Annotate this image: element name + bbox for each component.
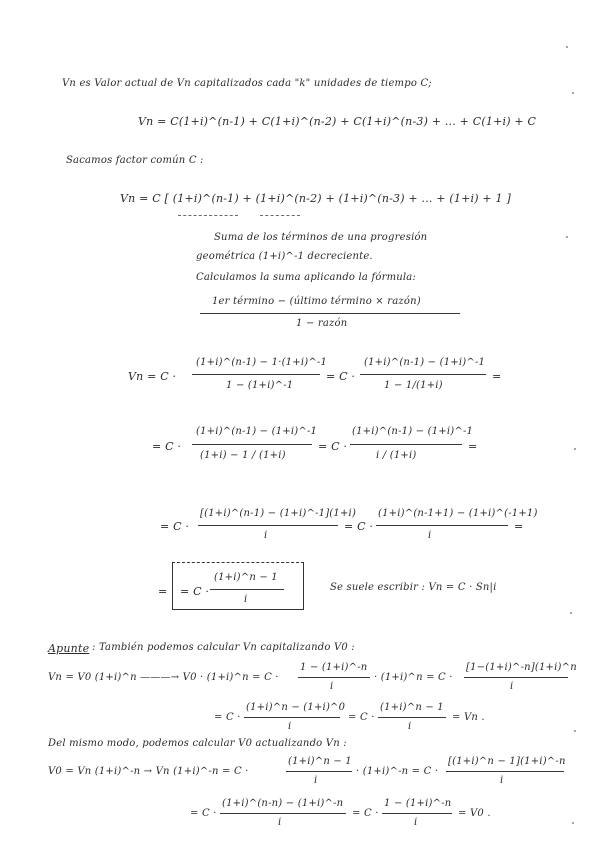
fraction-bar: [286, 771, 352, 772]
apunte-line-2-left: = C ·: [214, 712, 241, 723]
eq1-denominator: 1 − (1+i)^-1: [226, 380, 294, 391]
eq1-mid: = C ·: [326, 370, 356, 383]
note-formula-numerator: 1er término − (último término × razón): [212, 296, 421, 307]
apunte-line-1-num2: [1−(1+i)^-n](1+i)^n: [466, 662, 577, 673]
scan-speck: [566, 236, 568, 238]
scan-speck: [574, 730, 576, 732]
eq4-fraction-bar: [210, 589, 284, 590]
apunte-line-5-num: (1+i)^(n-n) − (1+i)^-n: [222, 798, 344, 809]
eq4-left: = C ·: [180, 585, 210, 598]
sum-equation: Vn = C(1+i)^(n-1) + C(1+i)^(n-2) + C(1+i)^(n-3) + ... + C(1+i) + C: [138, 115, 537, 128]
intro-line: Vn es Valor actual de Vn capitalizados cada "k" unidades de tiempo C;: [62, 78, 432, 89]
fraction-bar: [378, 717, 446, 718]
apunte-line-3: Del mismo modo, podemos calcular V0 actualizando Vn :: [48, 738, 347, 749]
apunte-line-5-den: i: [278, 817, 282, 828]
eq2-numerator: (1+i)^(n-1) − (1+i)^-1: [196, 426, 318, 437]
apunte-line-4-rest: · (1+i)^-n = C ·: [356, 766, 439, 777]
eq4-numerator: (1+i)^n − 1: [214, 572, 278, 583]
eq3-left: = C ·: [160, 520, 190, 533]
equals: =: [492, 370, 502, 383]
fraction-bar: [382, 813, 452, 814]
apunte-line-5-end: = V0 .: [458, 808, 491, 819]
fraction-bar: [464, 677, 568, 678]
note-line-1: Suma de los términos de una progresión: [214, 232, 428, 243]
eq1-fraction-bar: [192, 374, 320, 375]
apunte-line-1-rest: · (1+i)^n = C ·: [374, 672, 453, 683]
apunte-line-4-den2: i: [500, 775, 504, 786]
fraction-bar: [244, 717, 340, 718]
scan-speck: [572, 92, 574, 94]
apunte-line-1-den: i: [330, 681, 334, 692]
eq2-left: = C ·: [152, 440, 182, 453]
bracket-sum: Vn = C [ (1+i)^(n-1) + (1+i)^(n-2) + (1+i)^(n-3) + ... + (1+i) + 1 ]: [120, 192, 511, 205]
scan-speck: [566, 46, 568, 48]
equals: =: [514, 520, 524, 533]
eq3-mid: = C ·: [344, 520, 374, 533]
eq2-denominator-2: i / (1+i): [376, 450, 417, 461]
apunte-line-2-num: (1+i)^n − (1+i)^0: [246, 702, 346, 713]
apunte-line-4-den: i: [314, 775, 318, 786]
apunte-line-1-den2: i: [510, 681, 514, 692]
eq2-denominator: (1+i) − 1 / (1+i): [200, 450, 286, 461]
notation-note: Se suele escribir : Vn = C · Sn|i: [330, 582, 497, 593]
eq2-fraction-bar-2: [350, 444, 462, 445]
factor-comun-line: Sacamos factor común C :: [66, 155, 204, 166]
eq1-fraction-bar-2: [360, 374, 486, 375]
eq1-numerator: (1+i)^(n-1) − 1·(1+i)^-1: [196, 357, 328, 368]
note-formula-denominator: 1 − razón: [296, 318, 348, 329]
apunte-line-5-den2: i: [414, 817, 418, 828]
apunte-line-4-num: (1+i)^n − 1: [288, 756, 352, 767]
eq1-denominator-2: 1 − 1/(1+i): [384, 380, 443, 391]
apunte-line-2-den: i: [288, 721, 292, 732]
eq2-mid: = C ·: [318, 440, 348, 453]
eq1-numerator-2: (1+i)^(n-1) − (1+i)^-1: [364, 357, 486, 368]
eq3-numerator: [(1+i)^(n-1) − (1+i)^-1](1+i): [200, 508, 357, 519]
apunte-line-4-num2: [(1+i)^n − 1](1+i)^-n: [448, 756, 566, 767]
note-line-3: Calculamos la suma aplicando la fórmula:: [196, 272, 417, 283]
apunte-line-5-left: = C ·: [190, 808, 217, 819]
eq3-denominator-2: i: [428, 530, 432, 541]
scan-speck: [574, 448, 576, 450]
apunte-line-2-mid: = C ·: [348, 712, 375, 723]
eq2-fraction-bar: [192, 444, 312, 445]
eq3-numerator-2: (1+i)^(n-1+1) − (1+i)^(-1+1): [378, 508, 538, 519]
equals: =: [158, 585, 168, 598]
eq1-left: Vn = C ·: [128, 370, 177, 383]
apunte-text: : También podemos calcular Vn capitalizando V0 :: [92, 642, 355, 653]
fraction-bar: [446, 771, 564, 772]
eq3-fraction-bar: [198, 525, 338, 526]
fraction-bar: [220, 813, 346, 814]
eq2-numerator-2: (1+i)^(n-1) − (1+i)^-1: [352, 426, 474, 437]
eq3-fraction-bar-2: [376, 525, 508, 526]
fraction-bar: [298, 677, 370, 678]
apunte-title: Apunte: [48, 642, 90, 655]
apunte-line-1: Vn = V0 (1+i)^n ———→ V0 · (1+i)^n = C ·: [48, 672, 279, 683]
underline-dash: [178, 215, 238, 216]
equals: =: [468, 440, 478, 453]
apunte-line-2-den2: i: [408, 721, 412, 732]
apunte-line-5-num2: 1 − (1+i)^-n: [384, 798, 452, 809]
note-line-2: geométrica (1+i)^-1 decreciente.: [196, 251, 373, 262]
apunte-line-2-end: = Vn .: [452, 712, 485, 723]
apunte-line-4: V0 = Vn (1+i)^-n → Vn (1+i)^-n = C ·: [48, 766, 249, 777]
underline-dash: [260, 215, 300, 216]
eq4-denominator: i: [244, 594, 248, 605]
apunte-line-1-num: 1 − (1+i)^-n: [300, 662, 368, 673]
scan-speck: [570, 612, 572, 614]
eq3-denominator: i: [264, 530, 268, 541]
note-fraction-bar: [200, 313, 460, 314]
apunte-line-5-mid: = C ·: [352, 808, 379, 819]
apunte-line-2-num2: (1+i)^n − 1: [380, 702, 444, 713]
scan-speck: [572, 822, 574, 824]
